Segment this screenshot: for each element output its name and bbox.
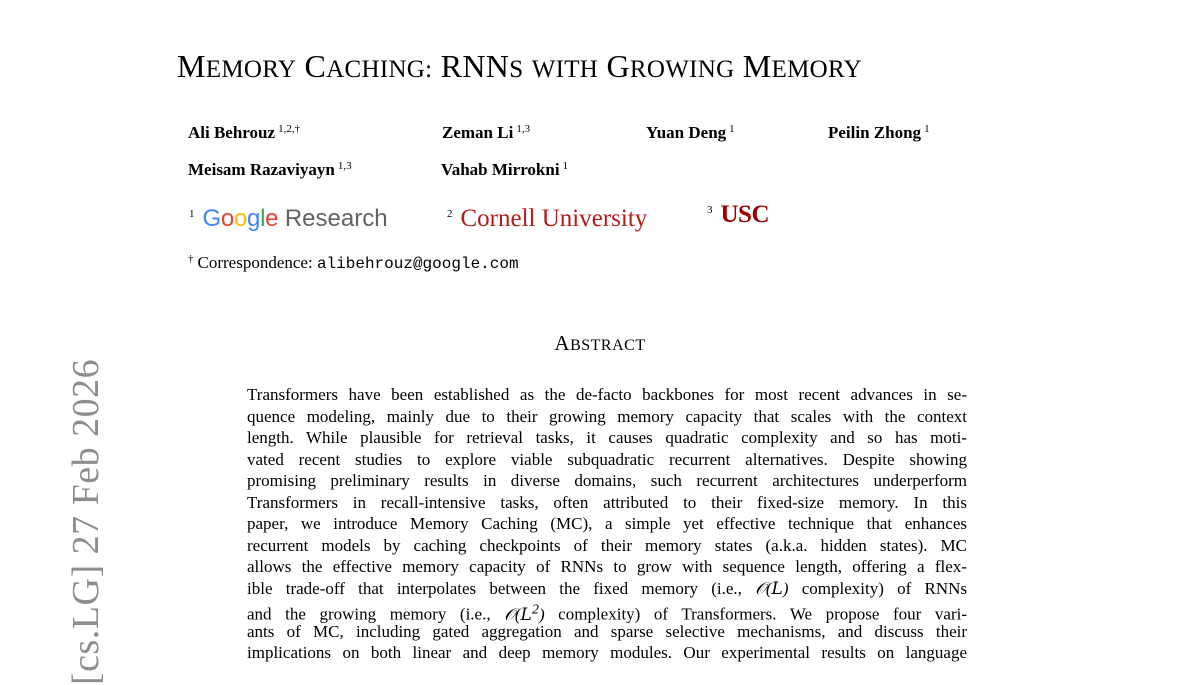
affiliation-google-research: $^1$ Google Research [189, 205, 388, 232]
abstract-line: and the growing memory (i.e., 𝒪(𝐿$^2$) complexity) of Transformers. We propose four vari- [247, 601, 968, 624]
affiliation-usc: $^3$ USC [707, 201, 770, 228]
google-wordmark-letter: o [233, 205, 247, 232]
google-wordmark [203, 205, 279, 232]
author-yuan-deng: Yuan Deng $^1$ [646, 123, 735, 142]
abstract-line: promising preliminary results in diverse domains, such recurrent architectures underperform [247, 471, 967, 490]
arxiv-identifier-stamp: [cs.LG] 27 Feb 2026 [65, 358, 107, 685]
abstract-line: vated recent studies to explore viable subquadratic recurrent alternatives. Despite showing [247, 449, 967, 469]
paper-title: MEMORY CACHING: RNNS WITH GROWING MEMORY [177, 48, 862, 84]
abstract-line: Transformers in recall-intensive tasks, often attributed to their fixed-size memory. In this [247, 492, 967, 512]
author-affiliation-marker: 1 [924, 123, 930, 135]
author-vahab-mirrokni: Vahab Mirrokni $^1$ [441, 160, 569, 179]
author-affiliation-marker: 1,2,† [278, 123, 301, 135]
google-research-logo: Google Research [202, 205, 388, 232]
google-wordmark-letter: G [202, 205, 221, 232]
abstract-line: Transformers have been established as the de-facto backbones for most recent advances in se- [247, 385, 967, 404]
cornell-university-logo: Cornell University [460, 205, 648, 232]
affiliation-cornell-university: $^2$ Cornell University [447, 205, 648, 232]
author-affiliation-marker: 1 [562, 160, 569, 172]
abstract-heading: ABSTRACT [554, 331, 646, 355]
correspondence-label: Correspondence: [197, 253, 313, 272]
google-wordmark-letter: l [260, 205, 266, 232]
abstract-line: ants of MC, including gated aggregation and sparse selective mechanisms, and discuss their [247, 621, 967, 641]
abstract-line: quence modeling, mainly due to their growing memory capacity that scales with the context [247, 406, 967, 426]
abstract-line: recurrent models by caching checkpoints of their memory states (a.k.a. hidden states). MC [247, 535, 967, 555]
author-ali-behrouz: Ali Behrouz $^{1,2,\dagger}$ [188, 123, 301, 142]
correspondence-email: alibehrouz@google.com [316, 255, 519, 273]
google-wordmark-letter: g [247, 205, 261, 232]
abstract-line: allows the effective memory capacity of RNNs to grow with sequence length, offering a flex- [247, 557, 967, 576]
author-affiliation-marker: 1,3 [516, 123, 531, 135]
math-complexity-quadratic: 𝒪(𝐿$^2$) [504, 601, 545, 624]
author-affiliation-marker: 1 [729, 123, 735, 135]
usc-logo: USC [720, 201, 770, 228]
author-affiliation-marker: 1,3 [337, 160, 352, 172]
author-meisam-razaviyayn: Meisam Razaviyayn $^{1,3}$ [188, 160, 352, 179]
abstract-line: ible trade-off that interpolates between the fixed memory (i.e., 𝒪(𝐿) complexity) of RNNs [247, 578, 967, 598]
abstract-line: paper, we introduce Memory Caching (MC), a simple yet effective technique that enhances [247, 514, 967, 533]
dagger-marker: † [188, 253, 194, 265]
abstract-line: implications on both linear and deep memory modules. Our experimental results on language [247, 643, 967, 662]
google-wordmark-letter: e [265, 205, 279, 232]
abstract-body [247, 384, 967, 664]
author-peilin-zhong: Peilin Zhong $^1$ [828, 123, 930, 142]
correspondence-line [188, 253, 519, 273]
abstract-line: length. While plausible for retrieval tasks, it causes quadratic complexity and so has moti- [247, 428, 967, 447]
math-complexity-linear: 𝒪(𝐿) [755, 578, 789, 598]
author-zeman-li: Zeman Li $^{1,3}$ [442, 123, 531, 142]
google-wordmark-letter: o [220, 205, 234, 232]
